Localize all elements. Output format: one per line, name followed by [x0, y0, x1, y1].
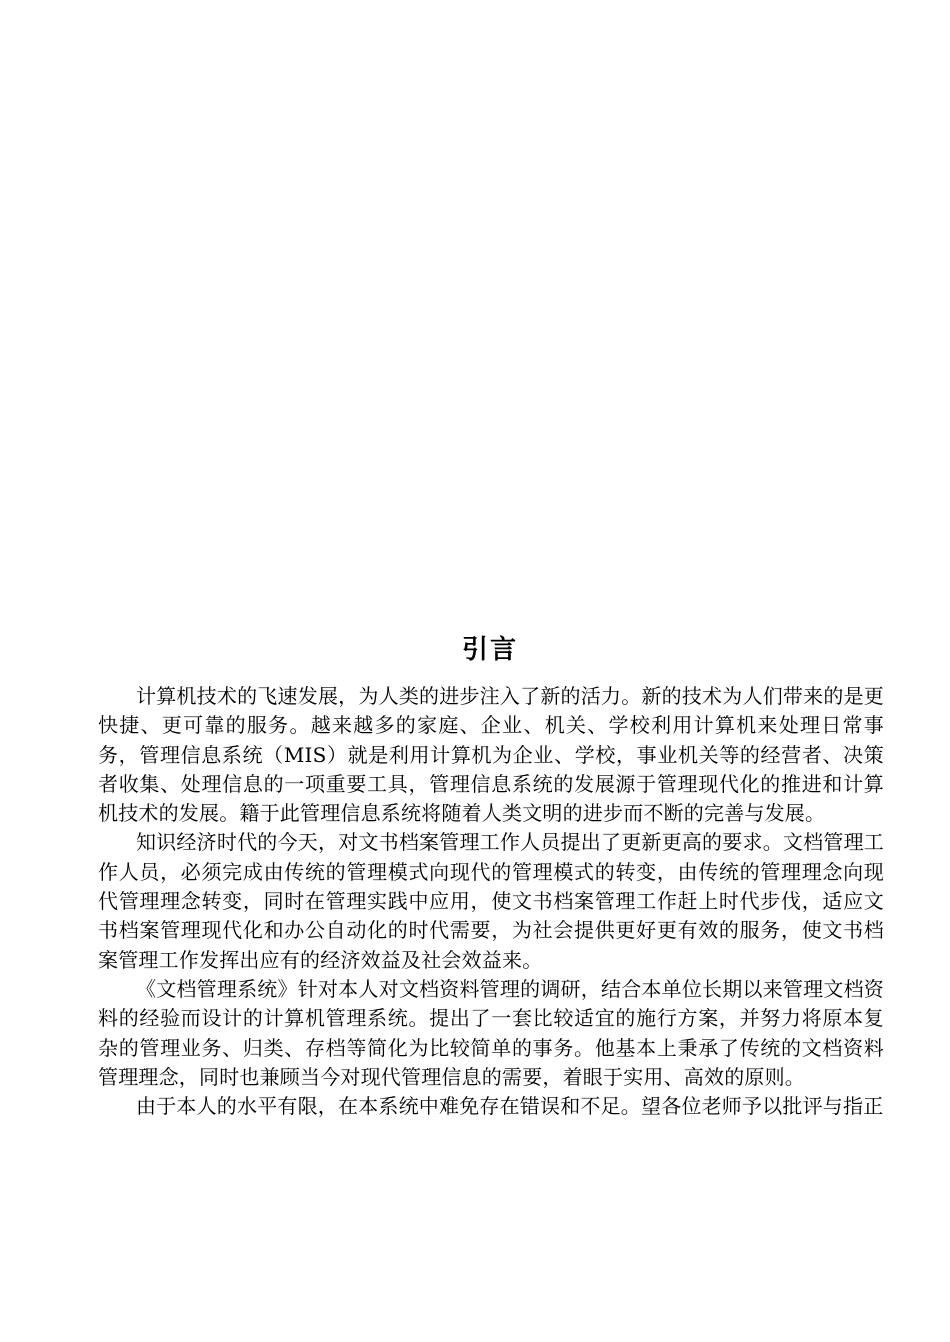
- paragraph-3: 《文档管理系统》针对本人对文档资料管理的调研，结合本单位长期以来管理文档资料的经验而设计的计算机管理系统。提出了一套比较适宜的施行方案，并努力将原本复杂的管理业务、归类、存档等简化为比较简单的事务。他基本上秉承了传统的文档资料管理理念，同时也兼顾当今对现代管理信息的需要，着眼于实用、高效的原则。: [98, 976, 884, 1089]
- paragraph-2: 知识经济时代的今天，对文书档案管理工作人员提出了更新更高的要求。文档管理工作人员，必须完成由传统的管理模式向现代的管理模式的转变，由传统的管理理念向现代管理理念转变，同时在管理实践中应用，使文书档案管理工作赶上时代步伐，适应文书档案管理现代化和办公自动化的时代需要，为社会提供更好更有效的服务，使文书档案管理工作发挥出应有的经济效益及社会效益来。: [98, 830, 884, 972]
- section-title: 引言: [461, 635, 518, 665]
- body-text: [98, 682, 884, 1121]
- paragraph-1: 计算机技术的飞速发展，为人类的进步注入了新的活力。新的技术为人们带来的是更快捷、更可靠的服务。越来越多的家庭、企业、机关、学校利用计算机来处理日常事务，管理信息系统（MIS）就是利用计算机为企业、学校，事业机关等的经营者、决策者收集、处理信息的一项重要工具，管理信息系统的发展源于管理现代化的推进和计算机技术的发展。籍于此管理信息系统将随着人类文明的进步而不断的完善与发展。: [98, 684, 884, 826]
- paragraph-4: 由于本人的水平有限，在本系统中难免存在错误和不足。望各位老师予以批评与指正: [136, 1094, 884, 1119]
